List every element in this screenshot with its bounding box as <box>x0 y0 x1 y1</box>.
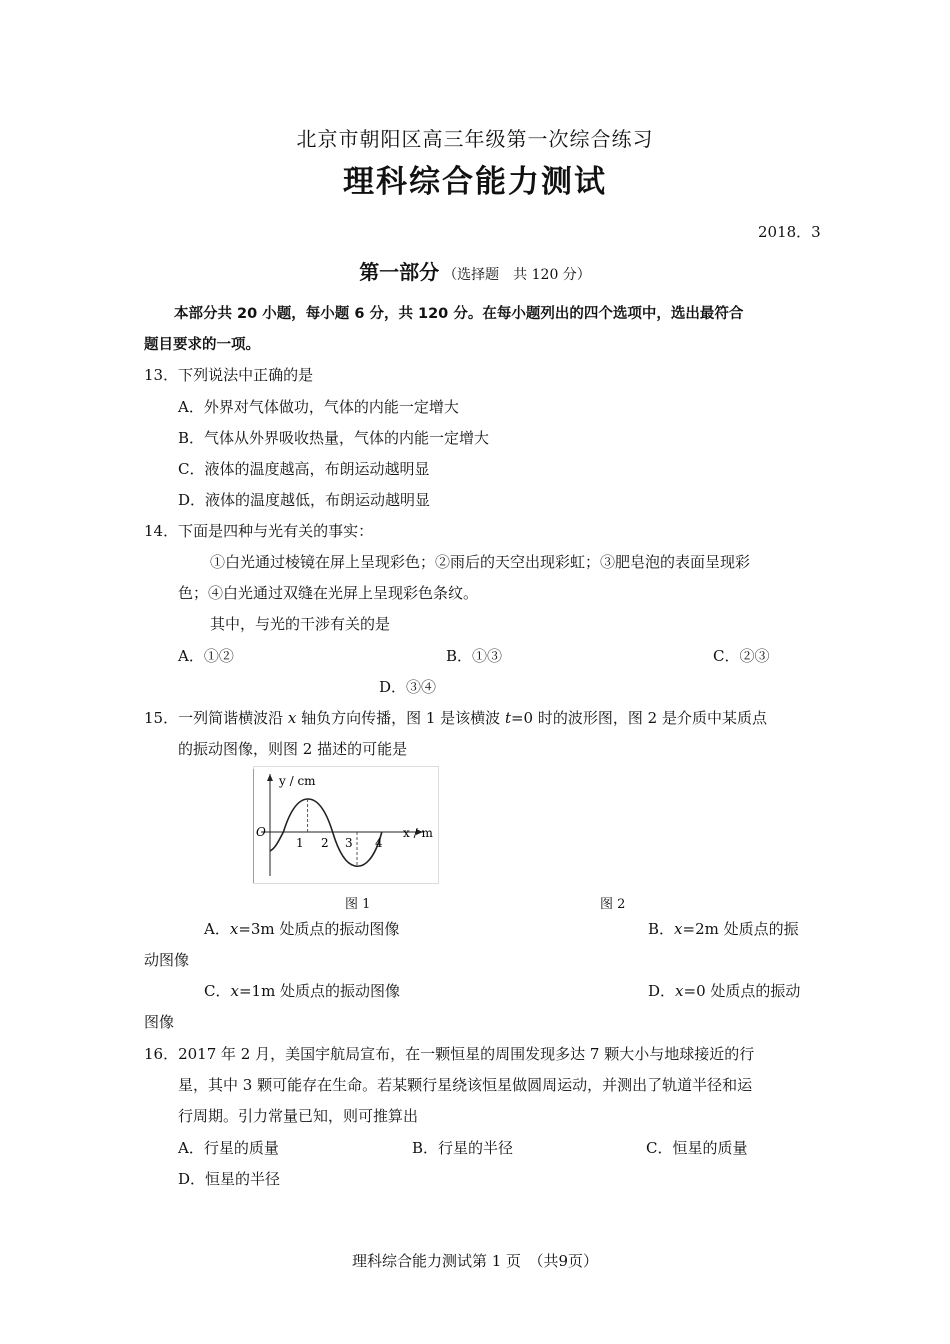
exam-date: 2018．3 <box>758 223 821 241</box>
part-heading-title: 第一部分 <box>359 260 440 284</box>
origin-label: O <box>256 825 266 839</box>
x-axis-label: x / m <box>403 826 433 840</box>
part-heading <box>0 256 950 285</box>
exam-subtitle: 北京市朝阳区高三年级第一次综合练习 <box>296 127 654 151</box>
q14-facts-line-1: ①白光通过棱镜在屏上呈现彩色；②雨后的天空出现彩虹；③肥皂泡的表面呈现彩 <box>210 553 751 571</box>
q14-option-a: A．①② <box>178 647 234 665</box>
q15-stem-var-t: t <box>504 709 511 727</box>
q15-option-a-letter: A． <box>204 920 230 938</box>
x-tick-3: 3 <box>345 836 353 850</box>
q13-option-a: A．外界对气体做功，气体的内能一定增大 <box>178 398 459 416</box>
q13-stem: 13．下列说法中正确的是 <box>144 366 314 384</box>
q16-stem-line-2: 星，其中 3 颗可能存在生命。若某颗行星绕该恒星做圆周运动，并测出了轨道半径和运 <box>178 1076 753 1094</box>
q15-option-b-letter: B． <box>648 920 675 938</box>
wave-figure <box>253 766 439 884</box>
q15-option-b-wrap: 动图像 <box>144 951 190 969</box>
q15-stem-mid: 轴负方向传播，图 1 是该横波 <box>296 709 505 727</box>
q15-option-a-var: x <box>229 920 239 938</box>
q15-option-d-wrap: 图像 <box>144 1013 175 1031</box>
q15-option-d-letter: D． <box>648 982 676 1000</box>
q14-option-b: B．①③ <box>446 647 503 665</box>
q15-stem-line-2: 的振动图像，则图 2 描述的可能是 <box>178 740 408 758</box>
q14-option-d: D．③④ <box>379 678 437 696</box>
q15-option-d-var: x <box>675 982 684 1000</box>
q15-option-c-letter: C． <box>204 982 231 1000</box>
q14-facts-line-2: 色；④白光通过双缝在光屏上呈现彩色条纹。 <box>178 584 479 602</box>
waveform-curve <box>270 799 382 866</box>
q15-option-b <box>648 918 799 939</box>
q15-option-d <box>648 980 800 1001</box>
q16-stem-line-3: 行周期。引力常量已知，则可推算出 <box>178 1107 419 1125</box>
q13-option-b: B．气体从外界吸收热量，气体的内能一定增大 <box>178 429 490 447</box>
q14-question: 其中，与光的干涉有关的是 <box>210 615 391 633</box>
q15-option-c-var: x <box>230 982 239 1000</box>
part-heading-note: （选择题 共 120 分） <box>443 267 591 283</box>
q16-option-d: D．恒星的半径 <box>178 1170 281 1188</box>
instructions-line-2: 题目要求的一项。 <box>144 337 260 353</box>
q16-stem-line-1: 16．2017 年 2 月，美国宇航局宣布，在一颗恒星的周围发现多达 7 颗大小与地球接近的行 <box>144 1045 755 1063</box>
x-tick-2: 2 <box>321 836 329 850</box>
q16-option-b: B．行星的半径 <box>412 1139 514 1157</box>
q15-option-a <box>204 918 399 939</box>
figure-2-caption: 图 2 <box>600 897 626 912</box>
x-tick-4: 4 <box>375 836 383 850</box>
q13-option-d: D．液体的温度越低，布朗运动越明显 <box>178 491 431 509</box>
q16-option-a: A．行星的质量 <box>178 1139 279 1157</box>
q15-option-c <box>204 980 400 1001</box>
q15-stem-var-x: x <box>287 709 297 727</box>
page-footer: 理科综合能力测试第 1 页 （共9页） <box>351 1252 599 1270</box>
x-tick-1: 1 <box>296 836 304 850</box>
q15-stem-suffix: =0 时的波形图，图 2 是介质中某质点 <box>510 709 767 727</box>
q15-option-d-text: =0 处质点的振动 <box>683 982 801 1000</box>
exam-title: 理科综合能力测试 <box>343 164 607 200</box>
q15-option-b-var: x <box>674 920 683 938</box>
q15-stem-prefix: 15．一列简谐横波沿 <box>144 709 288 727</box>
y-axis-label: y / cm <box>279 774 316 788</box>
wave-figure-svg <box>253 766 439 884</box>
q15-option-a-text: =3m 处质点的振动图像 <box>238 920 400 938</box>
instructions-line-1: 本部分共 20 小题，每小题 6 分，共 120 分。在每小题列出的四个选项中，选出最符合 <box>174 306 744 322</box>
q15-option-b-text: =2m 处质点的振 <box>682 920 799 938</box>
q15-stem-line-1 <box>144 707 767 728</box>
q14-option-c: C．②③ <box>713 647 770 665</box>
q13-option-c: C．液体的温度越高，布朗运动越明显 <box>178 460 430 478</box>
q15-option-c-text: =1m 处质点的振动图像 <box>238 982 401 1000</box>
figure-1-caption: 图 1 <box>345 897 371 912</box>
q16-option-c: C．恒星的质量 <box>646 1139 748 1157</box>
q14-stem: 14．下面是四种与光有关的事实： <box>144 522 374 540</box>
